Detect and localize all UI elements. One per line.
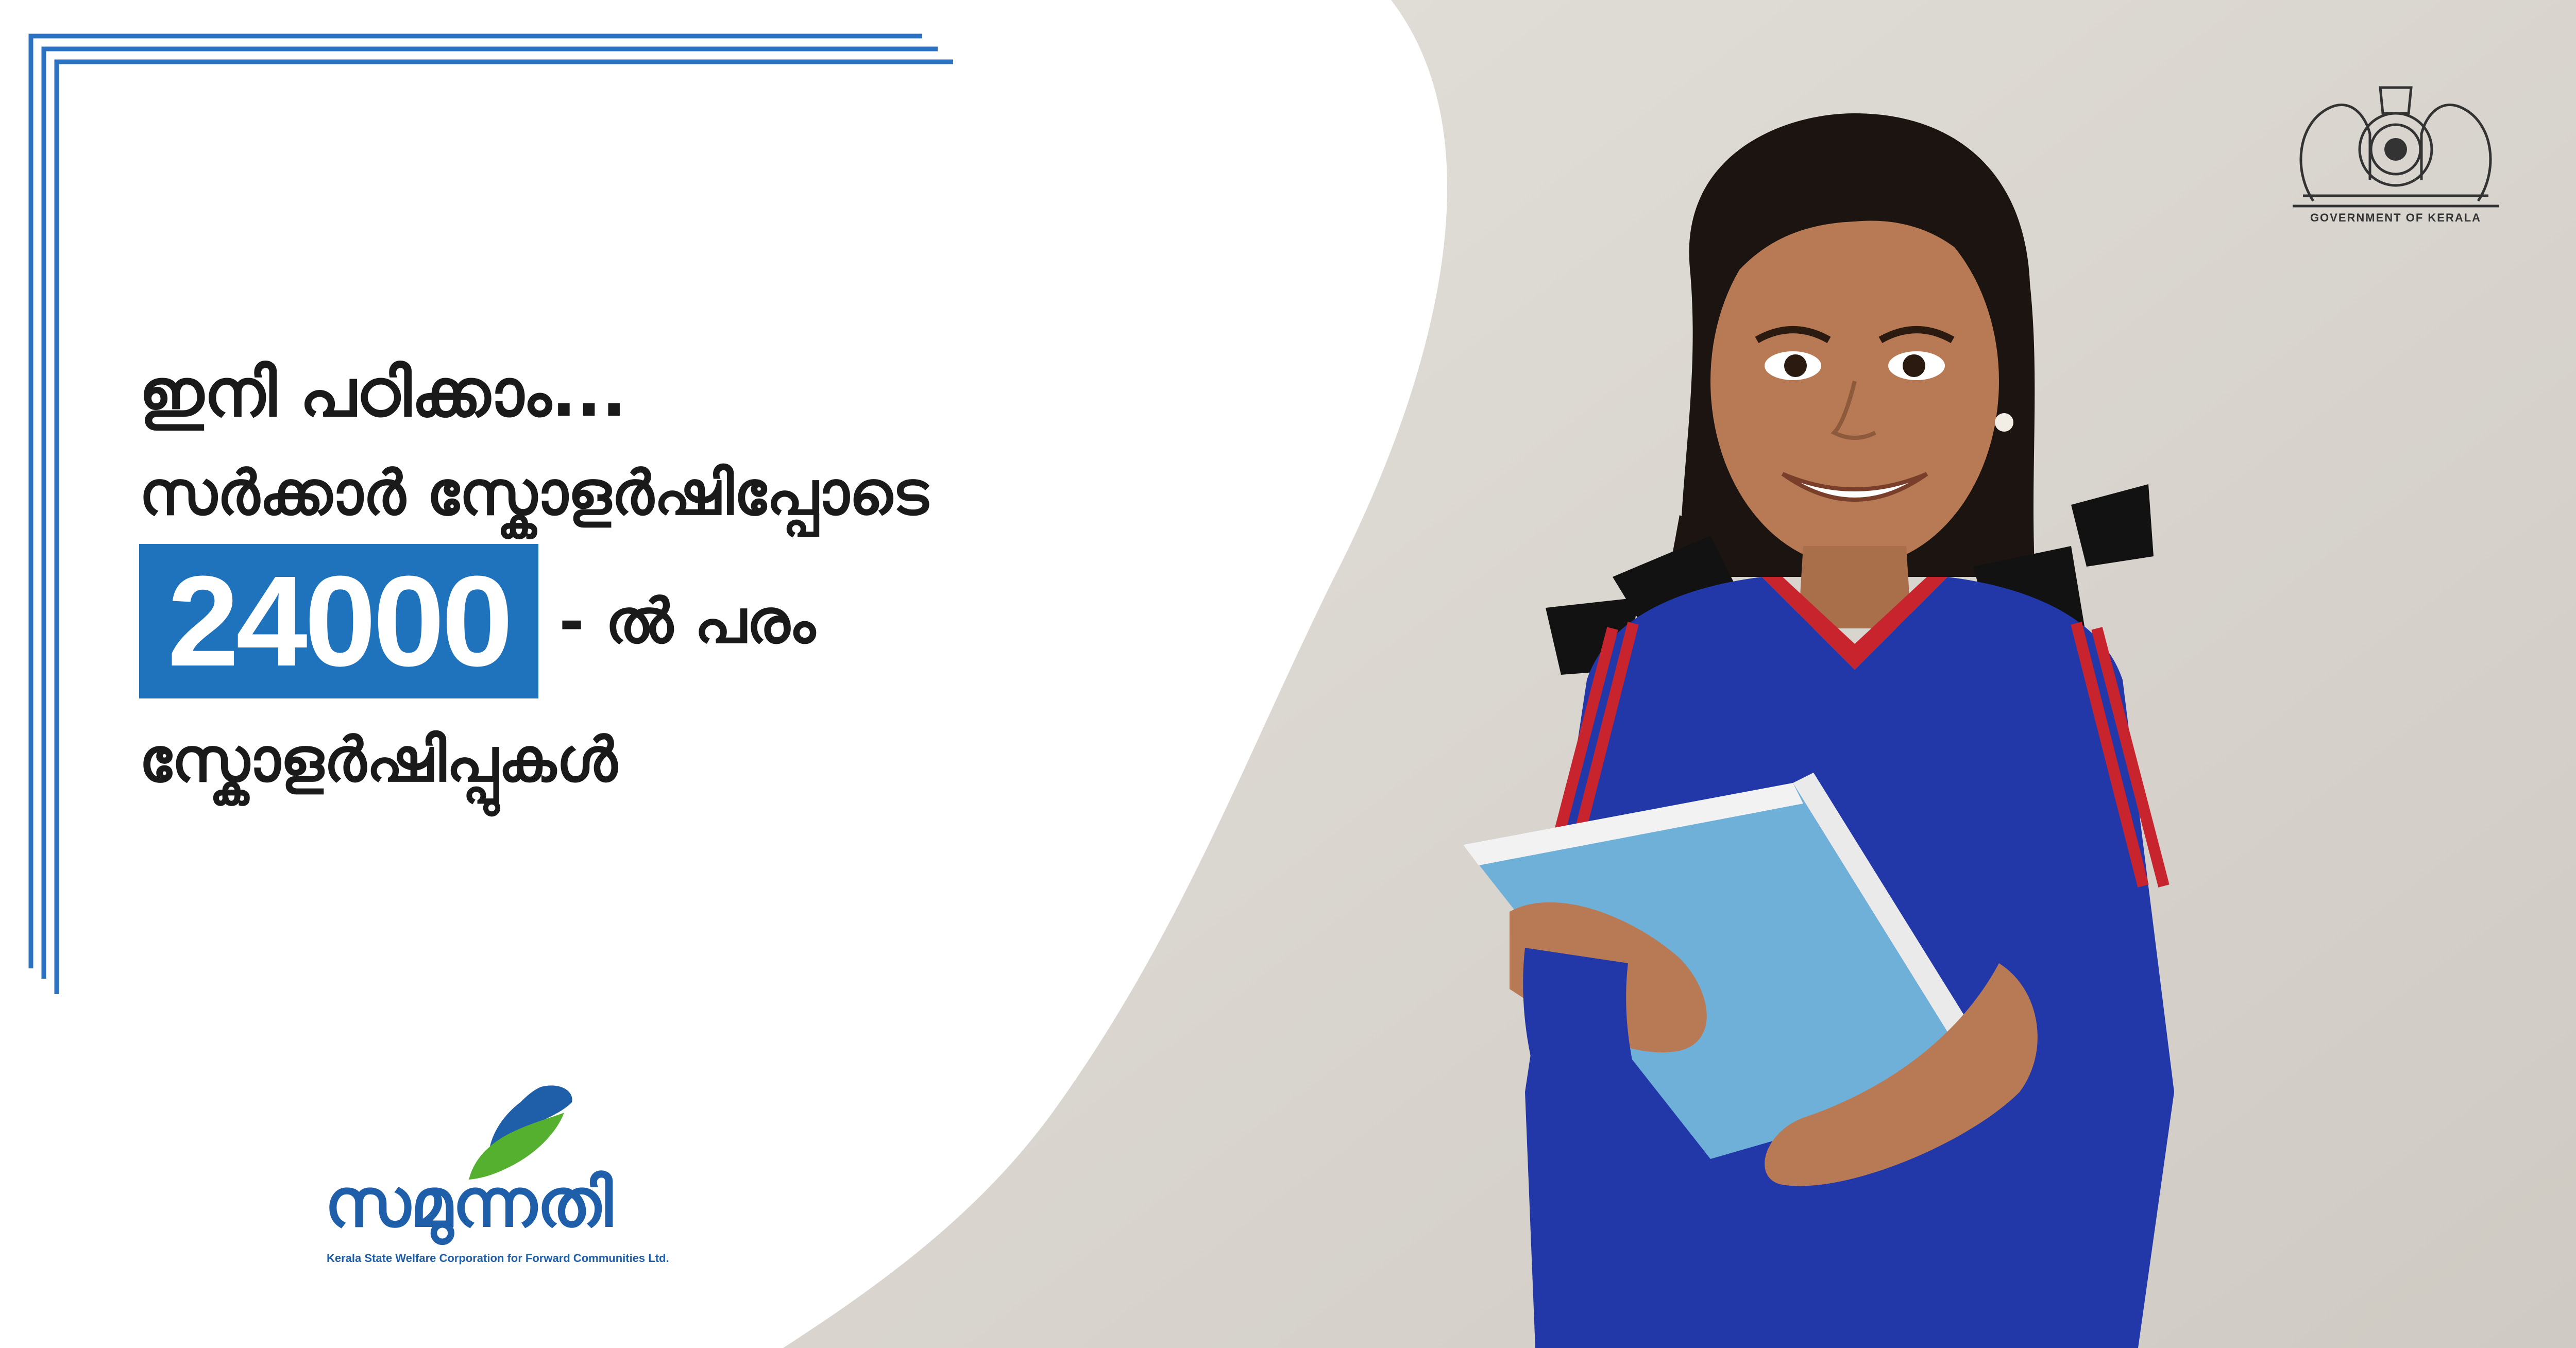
headline-block <box>139 355 1015 795</box>
samunnathi-logo <box>319 1082 711 1267</box>
headline-line-3 <box>139 544 1015 698</box>
emblem-text: GOVERNMENT OF KERALA <box>2310 211 2482 224</box>
scholarship-count: 24000 <box>167 549 511 693</box>
logo-wordmark: സമുന്നതി <box>325 1164 613 1242</box>
kerala-emblem <box>2282 67 2509 224</box>
kerala-emblem-icon <box>2282 67 2509 221</box>
student-illustration <box>1391 113 2293 1348</box>
headline-line-3-tail: - ൽ പരം <box>559 586 816 657</box>
headline-line-4: സ്കോളർഷിപ്പുകൾ <box>139 724 618 795</box>
highlight-box <box>139 544 538 698</box>
logo-tagline: Kerala State Welfare Corporation for Forward Communities Ltd. <box>327 1252 669 1265</box>
headline-line-2: സർക്കാർ സ്കോളർഷിപ്പോടെ <box>139 457 928 528</box>
headline-line-1: ഇനി പഠിക്കാം... <box>139 355 627 432</box>
